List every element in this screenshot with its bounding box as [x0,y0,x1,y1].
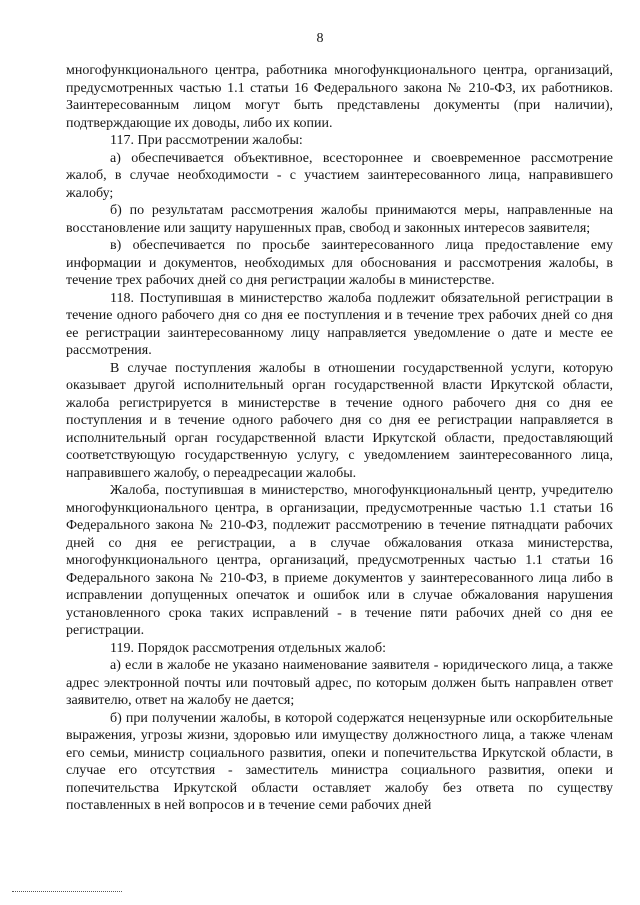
footer-dotted-line [12,891,122,892]
paragraph-117-b: б) по результатам рассмотрения жалобы принимаются меры, направленные на восстановление или защиту нарушенных прав, свобод и законных интересов заявителя; [66,203,613,236]
paragraph-118-deadlines: Жалоба, поступившая в министерство, многофункциональный центр, учредителю многофункционального центра, в организации, предусмотренные частью 1.1 статьи 16 Федерального закона № 210-ФЗ, подлежит рассмотрению в течение пятнадцати рабочих дней со дня ее регистрации, а в случае обжалования отказа министерства, многофункционального центра, организаций, предусмотренных частью 1.1 статьи 16 Федерального закона № 210-ФЗ, в приеме документов у заинтересованного лица либо в исправлении допущенных опечаток и ошибок или в случае обжалования нарушения установленного срока таких исправлений - в течение пяти рабочих дней со дня ее регистрации. [66,483,613,638]
paragraph-118-redirect: В случае поступления жалобы в отношении государственной услуги, которую оказывает другой исполнительный орган государственной власти Иркутской области, жалоба регистрируется в министерстве в течение одного рабочего дня со дня ее поступления и в течение одного рабочего дня со дня ее регистрации направляется в исполнительный орган государственной власти Иркутской области, предоставляющий соответствующую государственную услугу, с уведомлением заинтересованного лица, направившего жалобу, о переадресации жалобы. [66,360,613,481]
paragraph-119: 119. Порядок рассмотрения отдельных жалоб: [110,640,387,656]
paragraph-continuation: многофункционального центра, работника многофункционального центра, организаций, предусмотренных частью 1.1 статьи 16 Федерального закона № 210-ФЗ, их работников. Заинтересованным лицом могут быть представлены документы (при наличии), подтверждающие их доводы, либо их копии. [66,63,613,131]
paragraph-117: 117. При рассмотрении жалобы: [110,133,303,148]
paragraph-119-a: а) если в жалобе не указано наименование заявителя - юридического лица, а также адрес электронной почты или почтовый адрес, по которым должен быть направлен ответ заявителю, ответ на жалобу не дается; [66,658,613,708]
paragraph-117-v: в) обеспечивается по просьбе заинтересованного лица предоставление ему информации и документов, необходимых для обоснования и рассмотрения жалобы, в течение трех рабочих дней со дня регистрации жалобы в министерстве. [66,238,613,288]
document-body [66,62,613,815]
paragraph-119-b: б) при получении жалобы, в которой содержатся нецензурные или оскорбительные выражения, угрозы жизни, здоровью или имуществу должностного лица, а также членам его семьи, министр социального развития, опеки и попечительства Иркутской области, в случае его отсутствия - заместитель министра социального развития, опеки и попечительства Иркутской области оставляет жалобу без ответа по существу поставленных в ней вопросов и в течение семи рабочих дней [66,710,613,813]
paragraph-117-a: а) обеспечивается объективное, всестороннее и своевременное рассмотрение жалоб, в случае необходимости - с участием заинтересованного лица, направившего жалобу; [66,150,613,201]
paragraph-118: 118. Поступившая в министерство жалоба подлежит обязательной регистрации в течение одного рабочего дня со дня ее поступления и в течение трех рабочих дней со дня ее регистрации заинтересованному лицу направляется уведомление о дате и месте ее рассмотрения. [66,290,613,358]
page-number: 8 [316,31,324,46]
